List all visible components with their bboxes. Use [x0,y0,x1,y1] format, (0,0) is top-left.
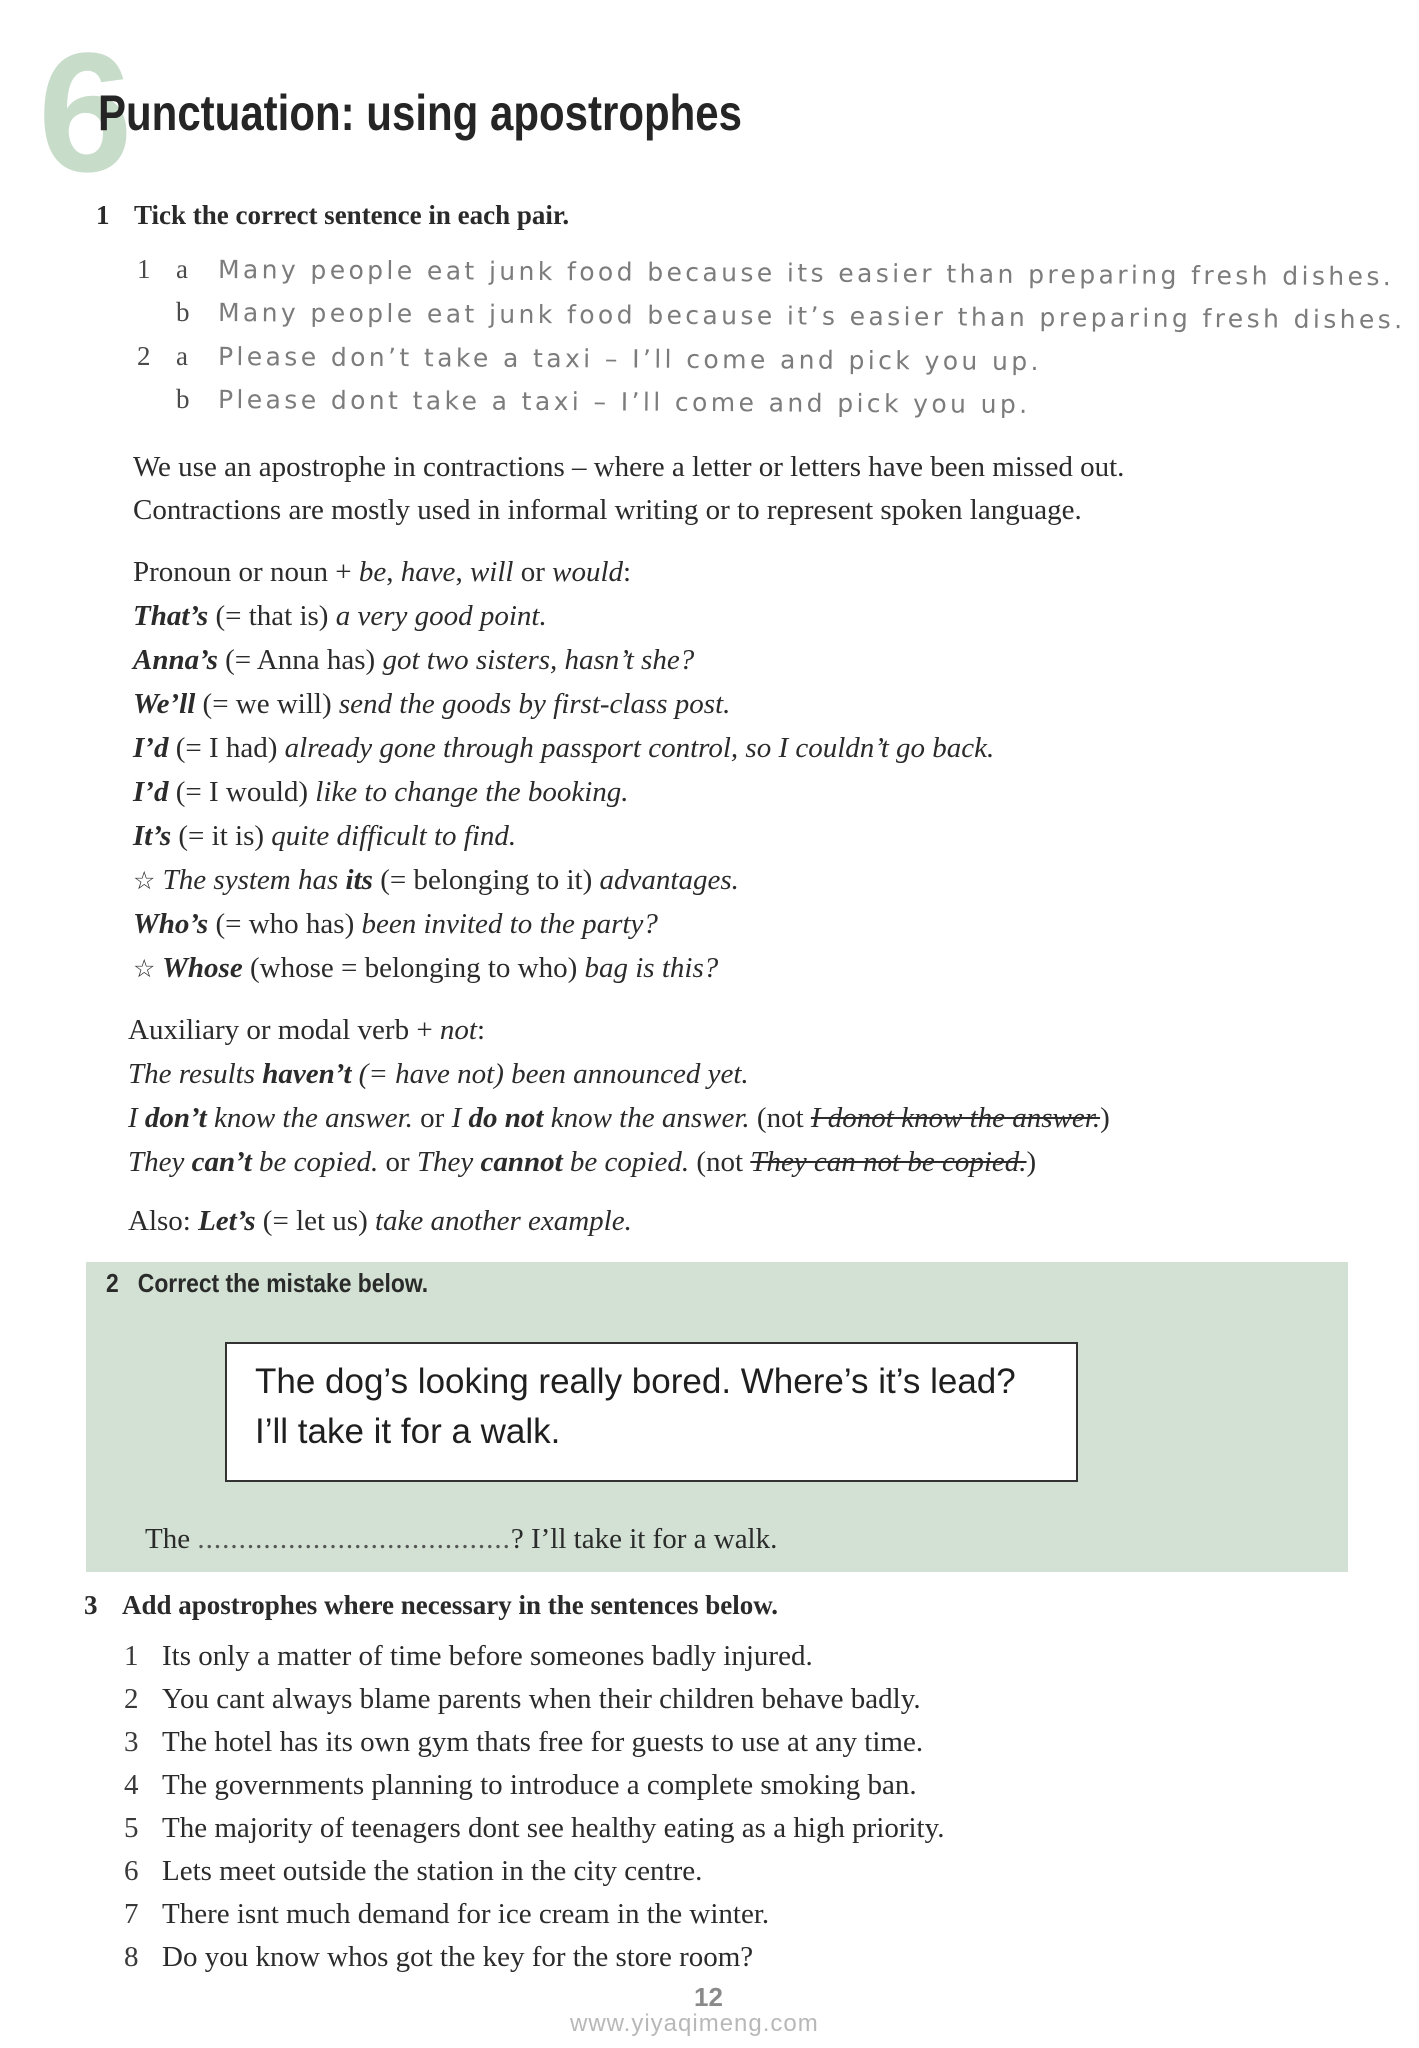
example-its: It’s (= it is) quite difficult to find. [133,820,517,852]
page-number: 12 [694,1982,723,2012]
star-icon: ☆ [133,954,156,983]
mistake-line-1: The dog’s looking really bored. Where’s it’s lead? [255,1362,1016,1401]
task3-number: 3 [84,1590,98,1620]
task3-item[interactable]: 4 The governments planning to introduce a complete smoking ban. [124,1769,917,1801]
aux-example-2: I don’t know the answer. or I do not know the answer. (not I donot know the answer.) [128,1102,1110,1134]
task1-number: 1 [96,200,110,230]
pair1-label-a: a [176,254,188,284]
task3-heading [84,1590,778,1621]
mistake-box [225,1342,1078,1482]
unit-number: 6 [38,18,129,208]
task2-answer-line: The ......................................? I’ll take it for a walk. [145,1523,778,1555]
also-lets: Also: Let’s (= let us) take another example. [128,1205,632,1237]
task3-item[interactable]: 6 Lets meet outside the station in the city centre. [124,1855,703,1887]
task2-heading-text: Correct the mistake below. [137,1268,429,1298]
pair1-sentence-b[interactable]: Many people eat junk food because it’s easier than preparing fresh dishes. [217,298,1406,335]
aux-example-1: The results haven’t (= have not) been announced yet. [128,1058,749,1090]
task3-item[interactable]: 7 There isnt much demand for ice cream in the winter. [124,1898,770,1930]
example-thats: That’s (= that is) a very good point. [133,600,547,632]
task2-heading [106,1268,428,1299]
task3-item[interactable]: 3 The hotel has its own gym thats free for guests to use at any time. [124,1726,924,1758]
pair1-number: 1 [137,254,151,284]
task3-item[interactable]: 5 The majority of teenagers dont see healthy eating as a high priority. [124,1812,945,1844]
task3-item[interactable]: 1 Its only a matter of time before someones badly injured. [124,1640,813,1672]
answer-blank[interactable]: ...................................... [197,1523,511,1555]
example-whos: Who’s (= who has) been invited to the party? [133,908,658,940]
task3-item[interactable]: 2 You cant always blame parents when their children behave badly. [124,1683,921,1715]
intro-line-2: Contractions are mostly used in informal writing or to represent spoken language. [133,494,1082,526]
pair2-label-b: b [176,384,190,414]
task2-number: 2 [106,1268,119,1298]
pair1-label-b: b [176,297,190,327]
star-icon: ☆ [133,866,156,895]
example-star-its: ☆ The system has its (= belonging to it) advantages. [133,864,739,896]
pair2-sentence-b[interactable]: Please dont take a taxi – I’ll come and pick you up. [217,385,1031,419]
aux-example-3: They can’t be copied. or They cannot be copied. (not They can not be copied.) [128,1146,1037,1178]
example-star-whose: ☆ Whose (whose = belonging to who) bag is this? [133,952,719,984]
aux-heading: Auxiliary or modal verb + not: [128,1014,486,1046]
task1-heading-text: Tick the correct sentence in each pair. [134,200,570,230]
example-id-would: I’d (= I would) like to change the booking. [133,776,629,808]
pair2-number: 2 [137,341,151,371]
mistake-line-2: I’ll take it for a walk. [255,1412,561,1451]
intro-line-1: We use an apostrophe in contractions – where a letter or letters have been missed out. [133,451,1125,483]
page-title: Punctuation: using apostrophes [98,85,743,141]
pair1-sentence-a[interactable]: Many people eat junk food because its easier than preparing fresh dishes. [217,255,1395,292]
task1-heading [96,200,569,231]
pronoun-heading: Pronoun or noun + be, have, will or would: [133,556,632,588]
pair2-sentence-a[interactable]: Please don’t take a taxi – I’ll come and pick you up. [217,342,1043,377]
task3-heading-text: Add apostrophes where necessary in the sentences below. [122,1590,779,1620]
watermark: www.yiyaqimeng.com [570,2010,819,2037]
example-id-had: I’d (= I had) already gone through passport control, so I couldn’t go back. [133,732,995,764]
example-annas: Anna’s (= Anna has) got two sisters, hasn’t she? [133,644,695,676]
task3-item[interactable]: 8 Do you know whos got the key for the store room? [124,1941,754,1973]
pair2-label-a: a [176,341,188,371]
example-well: We’ll (= we will) send the goods by first-class post. [133,688,731,720]
